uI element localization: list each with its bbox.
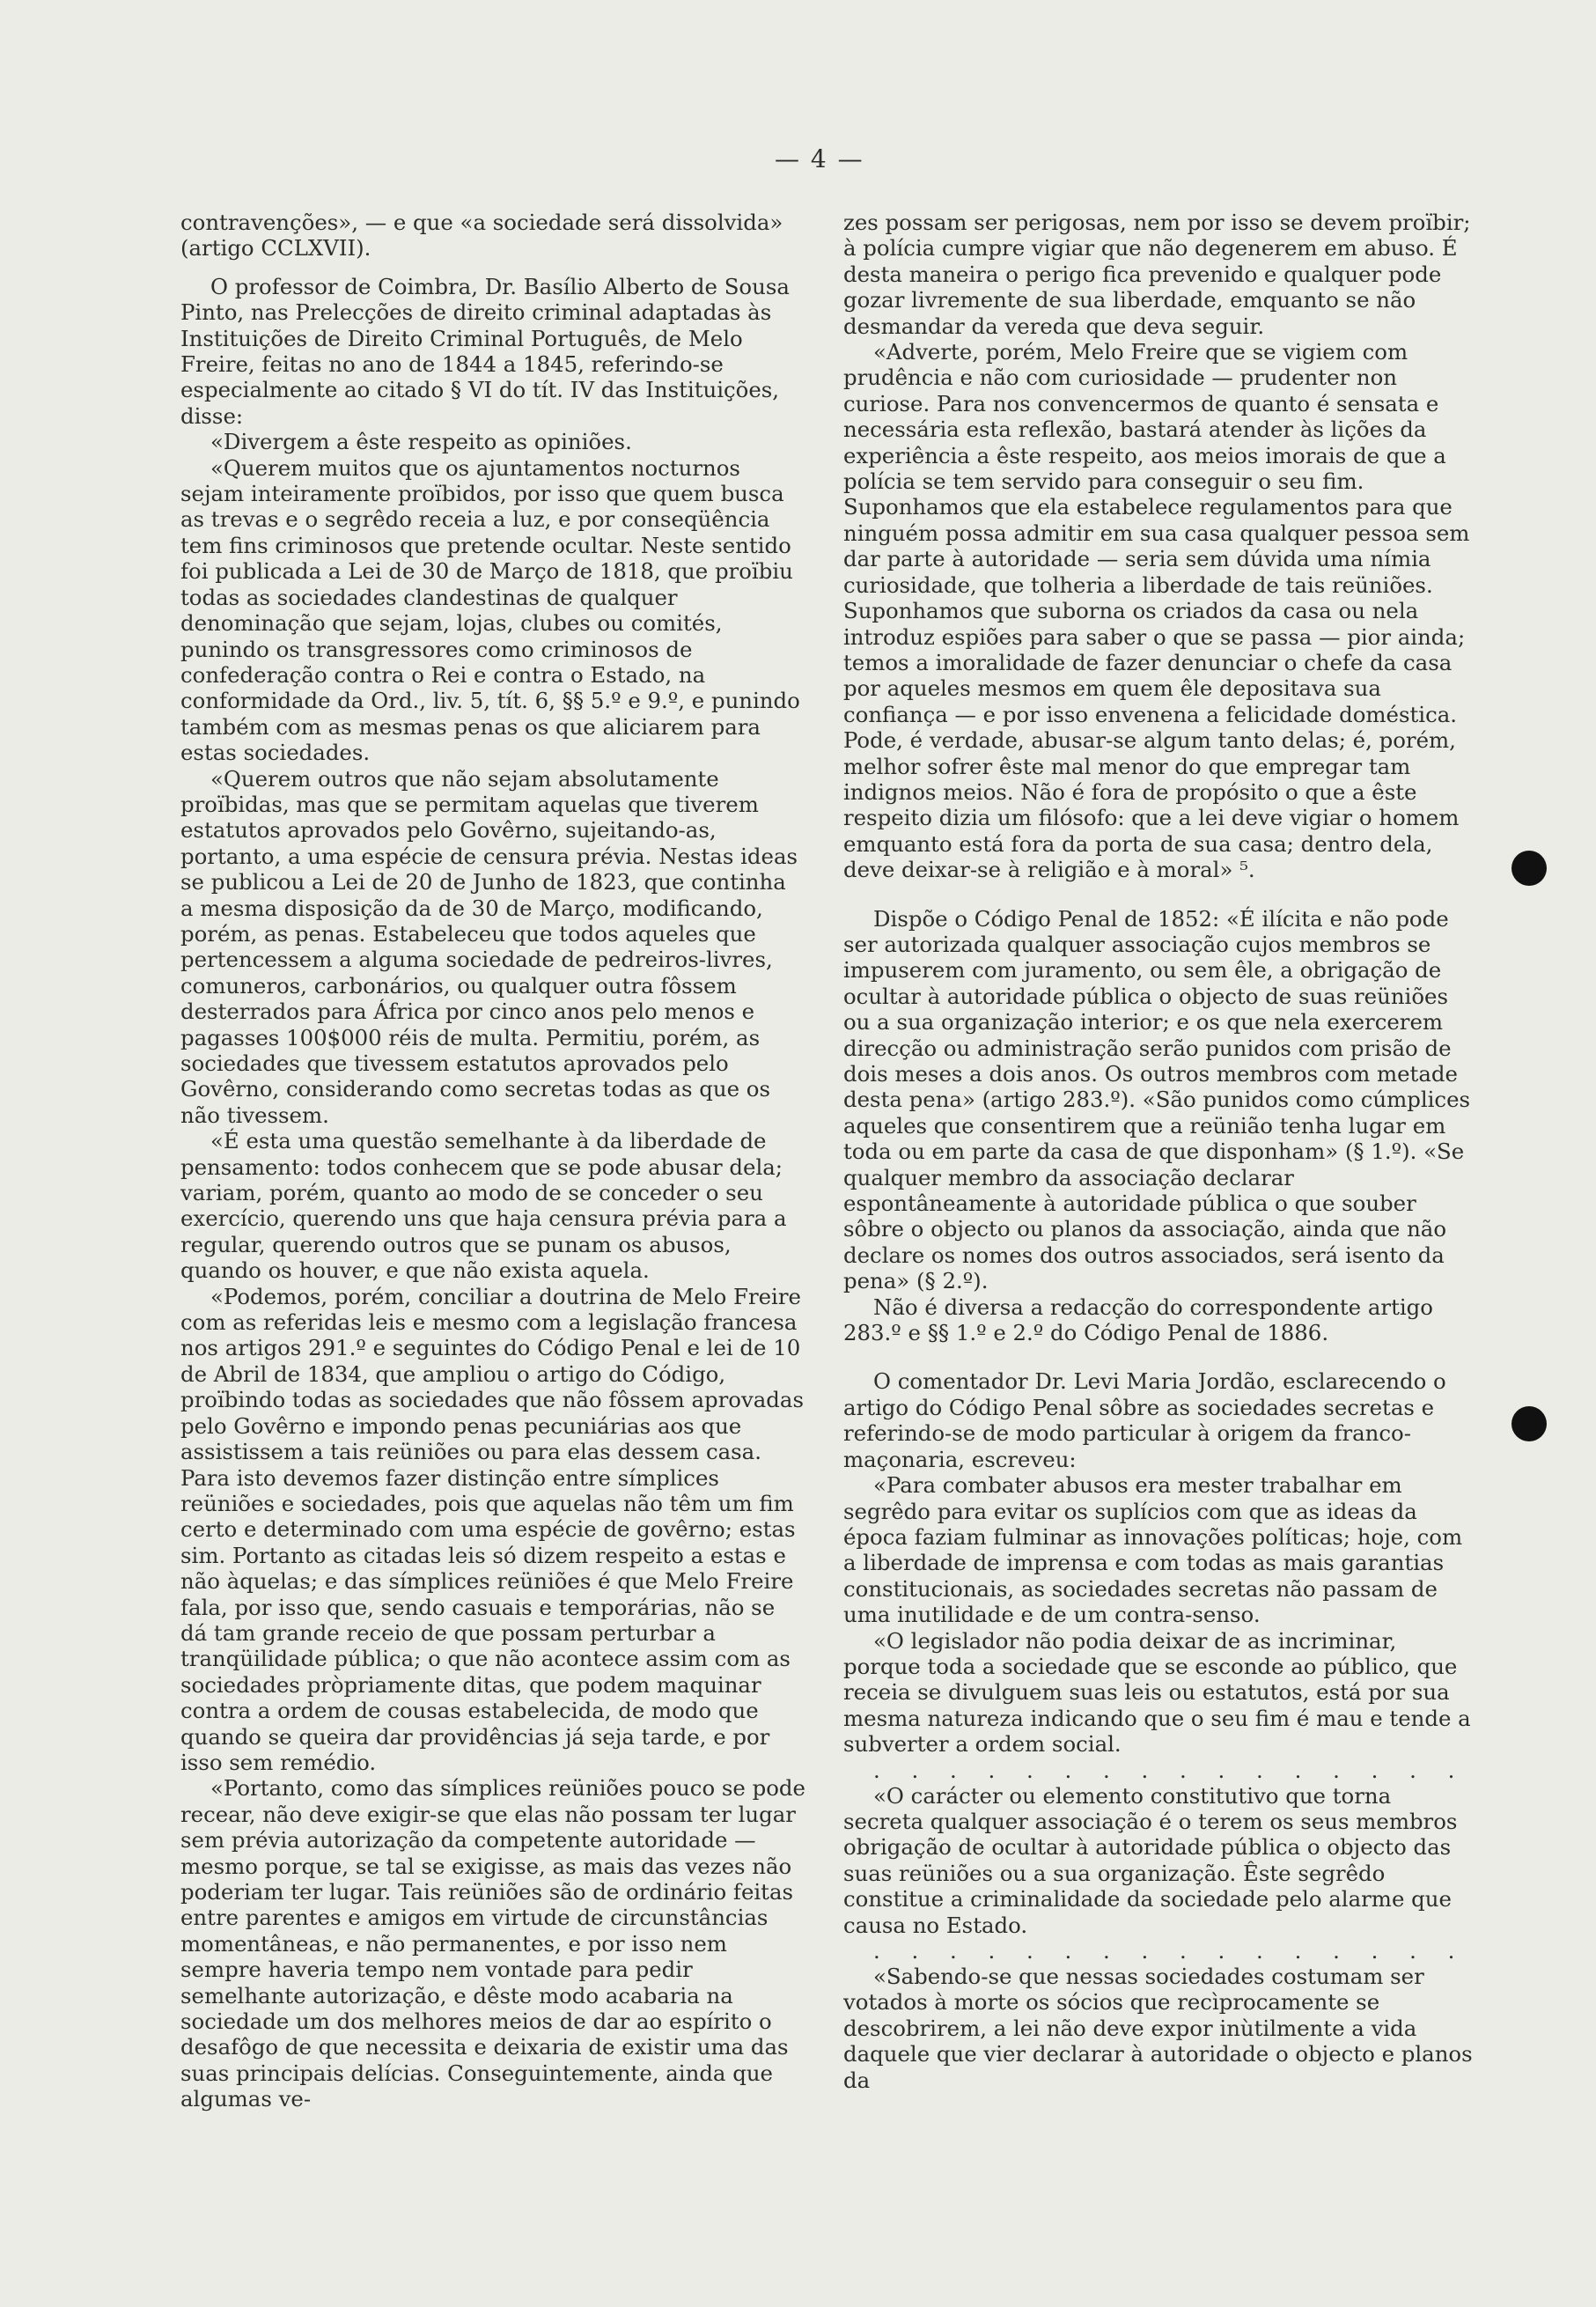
paragraph: O comentador Dr. Levi Maria Jordão, esclarecendo o artigo do Código Penal sôbre as sociedades secretas e referindo-se de modo particular à origem da franco-maçonaria, escreveu: bbox=[843, 1368, 1446, 1472]
paragraph: zes possam ser perigosas, nem por isso se devem proïbir; à polícia cumpre vigiar que não degenerem em abuso. É desta maneira o perigo fica prevenido e qualquer pode gozar livremente de sua liberdade, emquanto se não desmandar da vereda que deva seguir. bbox=[843, 210, 1471, 339]
punch-hole-icon bbox=[1511, 851, 1547, 886]
paragraph: «Podemos, porém, conciliar a doutrina de Melo Freire com as referidas leis e mesmo com a legislação francesa nos artigos 291.º e seguintes do Código Penal e lei de 10 de Abril de 1834, que ampliou o artigo do Código, proïbindo todas as sociedades que não fôssem aprovadas pelo Govêrno e impondo penas pecuniárias aos que assistissem a tais reüniões ou para elas dessem casa. Para isto devemos fazer distinção entre símplices reüniões e sociedades, pois que aquelas não têm um fim certo e determinado com uma espécie de govêrno; estas sim. Portanto as citadas leis só dizem respeito a estas e não àquelas; e das símplices reüniões é que Melo Freire fala, por isso que, sendo casuais e temporárias, não se dá tam grande receio de que possam perturbar a tranqüilidade pública; o que não acontece assim com as sociedades pròpriamente ditas, que podem maquinar contra a ordem de cousas estabelecida, de modo que quando se queira dar providências já seja tarde, e por isso sem remédio. bbox=[180, 1283, 804, 1775]
punch-hole-icon bbox=[1511, 1406, 1547, 1441]
paragraph: «Querem muitos que os ajuntamentos nocturnos sejam inteiramente proïbidos, por isso que quem busca as trevas e o segrêdo receia a luz, e por conseqüência tem fins criminosos que pretende ocultar. Neste sentido foi publicada a Lei de 30 de Março de 1818, que proïbiu todas as sociedades clandestinas de qualquer denominação que sejam, lojas, clubes ou comités, punindo os transgressores como criminosos de confederação contra o Rei e contra o Estado, na conformidade da Ord., liv. 5, tít. 6, §§ 5.º e 9.º, e punindo também com as mesmas penas os que aliciarem para estas sociedades. bbox=[180, 454, 800, 766]
ellipsis-row: . . . . . . . . . . . . . . . . bbox=[873, 1757, 1467, 1783]
left-column bbox=[180, 210, 805, 2112]
paragraph: «Divergem a êste respeito as opiniões. bbox=[210, 429, 632, 455]
paragraph: «Para combater abusos era mester trabalhar em segrêdo para evitar os suplícios com que as ideas da época faziam fulminar as innovações políticas; hoje, com a liberdade de imprensa e com todas as mais garantias constitucionais, as sociedades secretas não passam de uma inutilidade e de um contra-senso. bbox=[843, 1472, 1463, 1628]
right-column bbox=[843, 210, 1475, 2093]
page-number: — 4 — bbox=[775, 144, 864, 173]
paragraph: «É esta uma questão semelhante à da liberdade de pensamento: todos conhecem que se pode abusar dela; variam, porém, quanto ao modo de se conceder o seu exercício, querendo uns que haja censura prévia para a regular, querendo outros que se punam os abusos, quando os houver, e que não exista aquela. bbox=[180, 1128, 787, 1284]
paragraph: contravenções», — e que «a sociedade será dissolvida» (artigo CCLXVII). bbox=[180, 210, 783, 262]
paragraph: «Sabendo-se que nessas sociedades costumam ser votados à morte os sócios que recìprocamente se descobrirem, a lei não deve expor inùtilmente a vida daquele que vier declarar à autoridade o objecto e planos da bbox=[843, 1964, 1473, 2093]
ellipsis-row: . . . . . . . . . . . . . . . . bbox=[873, 1938, 1467, 1964]
paragraph: Não é diversa a redacção do correspondente artigo 283.º e §§ 1.º e 2.º do Código Penal de 1886. bbox=[843, 1294, 1433, 1346]
paragraph: «O carácter ou elemento constitutivo que torna secreta qualquer associação é o terem os seus membros obrigação de ocultar à autoridade pública o objecto das suas reüniões ou a sua organização. Êste segrêdo constitue a criminalidade da sociedade pelo alarme que causa no Estado. bbox=[843, 1782, 1458, 1938]
paragraph: O professor de Coimbra, Dr. Basílio Alberto de Sousa Pinto, nas Prelecções de direito criminal adaptadas às Instituições de Direito Criminal Português, de Melo Freire, feitas no ano de 1844 a 1845, referindo-se especialmente ao citado § VI do tít. IV das Instituições, disse: bbox=[180, 273, 790, 429]
paragraph: Dispõe o Código Penal de 1852: «É ilícita e não pode ser autorizada qualquer associação cujos membros se impuserem com juramento, ou sem êle, a obrigação de ocultar à autoridade pública o objecto de suas reüniões ou a sua organização interior; e os que nela exercerem direcção ou administração serão punidos com prisão de dois meses a dois anos. Os outros membros com metade desta pena» (artigo 283.º). «São punidos como cúmplices aqueles que consentirem que a reünião tenha lugar em toda ou em parte da casa de que disponham» (§ 1.º). «Se qualquer membro da associação declarar espontâneamente à autoridade pública o que souber sôbre o objecto ou planos da associação, ainda que não declare os nomes dos outros associados, será isento da pena» (§ 2.º). bbox=[843, 905, 1471, 1294]
paragraph: «Portanto, como das símplices reüniões pouco se pode recear, não deve exigir-se que elas não possam ter lugar sem prévia autorização da competente autoridade — mesmo porque, se tal se exigisse, as mais das vezes não poderiam ter lugar. Tais reüniões são de ordinário feitas entre parentes e amigos em virtude de circunstâncias momentâneas, e não permanentes, e por isso nem sempre haveria tempo nem vontade para pedir semelhante autorização, e dêste modo acabaria na sociedade um dos melhores meios de dar ao espírito o desafôgo de que necessita e deixaria de existir uma das suas principais delícias. Conseguintemente, ainda que algumas ve- bbox=[180, 1775, 805, 2112]
paragraph: «O legislador não podia deixar de as incriminar, porque toda a sociedade que se esconde ao público, que receia se divulguem suas leis ou estatutos, está por sua mesma natureza indicando que o seu fim é mau e tende a subverter a ordem social. bbox=[843, 1627, 1471, 1758]
paragraph: «Querem outros que não sejam absolutamente proïbidas, mas que se permitam aquelas que tiverem estatutos aprovados pelo Govêrno, sujeitando-as, portanto, a uma espécie de censura prévia. Nestas ideas se publicou a Lei de 20 de Junho de 1823, que continha a mesma disposição da de 30 de Março, modificando, porém, as penas. Estabeleceu que todos aqueles que pertencessem a alguma sociedade de pedreiros-livres, comuneros, carbonários, ou qualquer outra fôssem desterrados para África por cinco anos pelo menos e pagasses 100$000 réis de multa. Permitiu, porém, as sociedades que tivessem estatutos aprovados pelo Govêrno, considerando como secretas todas as que os não tivessem. bbox=[180, 765, 798, 1128]
paragraph: «Adverte, porém, Melo Freire que se vigiem com prudência e não com curiosidade — prudenter non curiose. Para nos convencermos de quanto é sensata e necessária esta reflexão, bastará atender às lições da experiência a êste respeito, aos meios imorais de que a polícia se tem servido para conseguir o seu fim. Suponhamos que ela estabelece regulamentos para que ninguém possa admitir em sua casa qualquer pessoa sem dar parte à autoridade — seria sem dúvida uma nímia curiosidade, que tolheria a liberdade de tais reüniões. Suponhamos que suborna os criados da casa ou nela introduz espiões para saber o que se passa — pior ainda; temos a imoralidade de fazer denunciar o chefe da casa por aqueles mesmos em quem êle depositava sua confiança — e por isso envenena a felicidade doméstica. Pode, é verdade, abusar-se algum tanto delas; é, porém, melhor sofrer êste mal menor do que empregar tam indignos meios. Não é fora de propósito o que a êste respeito dizia um filósofo: que a lei deve vigiar o homem emquanto está fora da porta de sua casa; dentro dela, deve deixar-se à religião e à moral» ⁵. bbox=[843, 339, 1470, 883]
